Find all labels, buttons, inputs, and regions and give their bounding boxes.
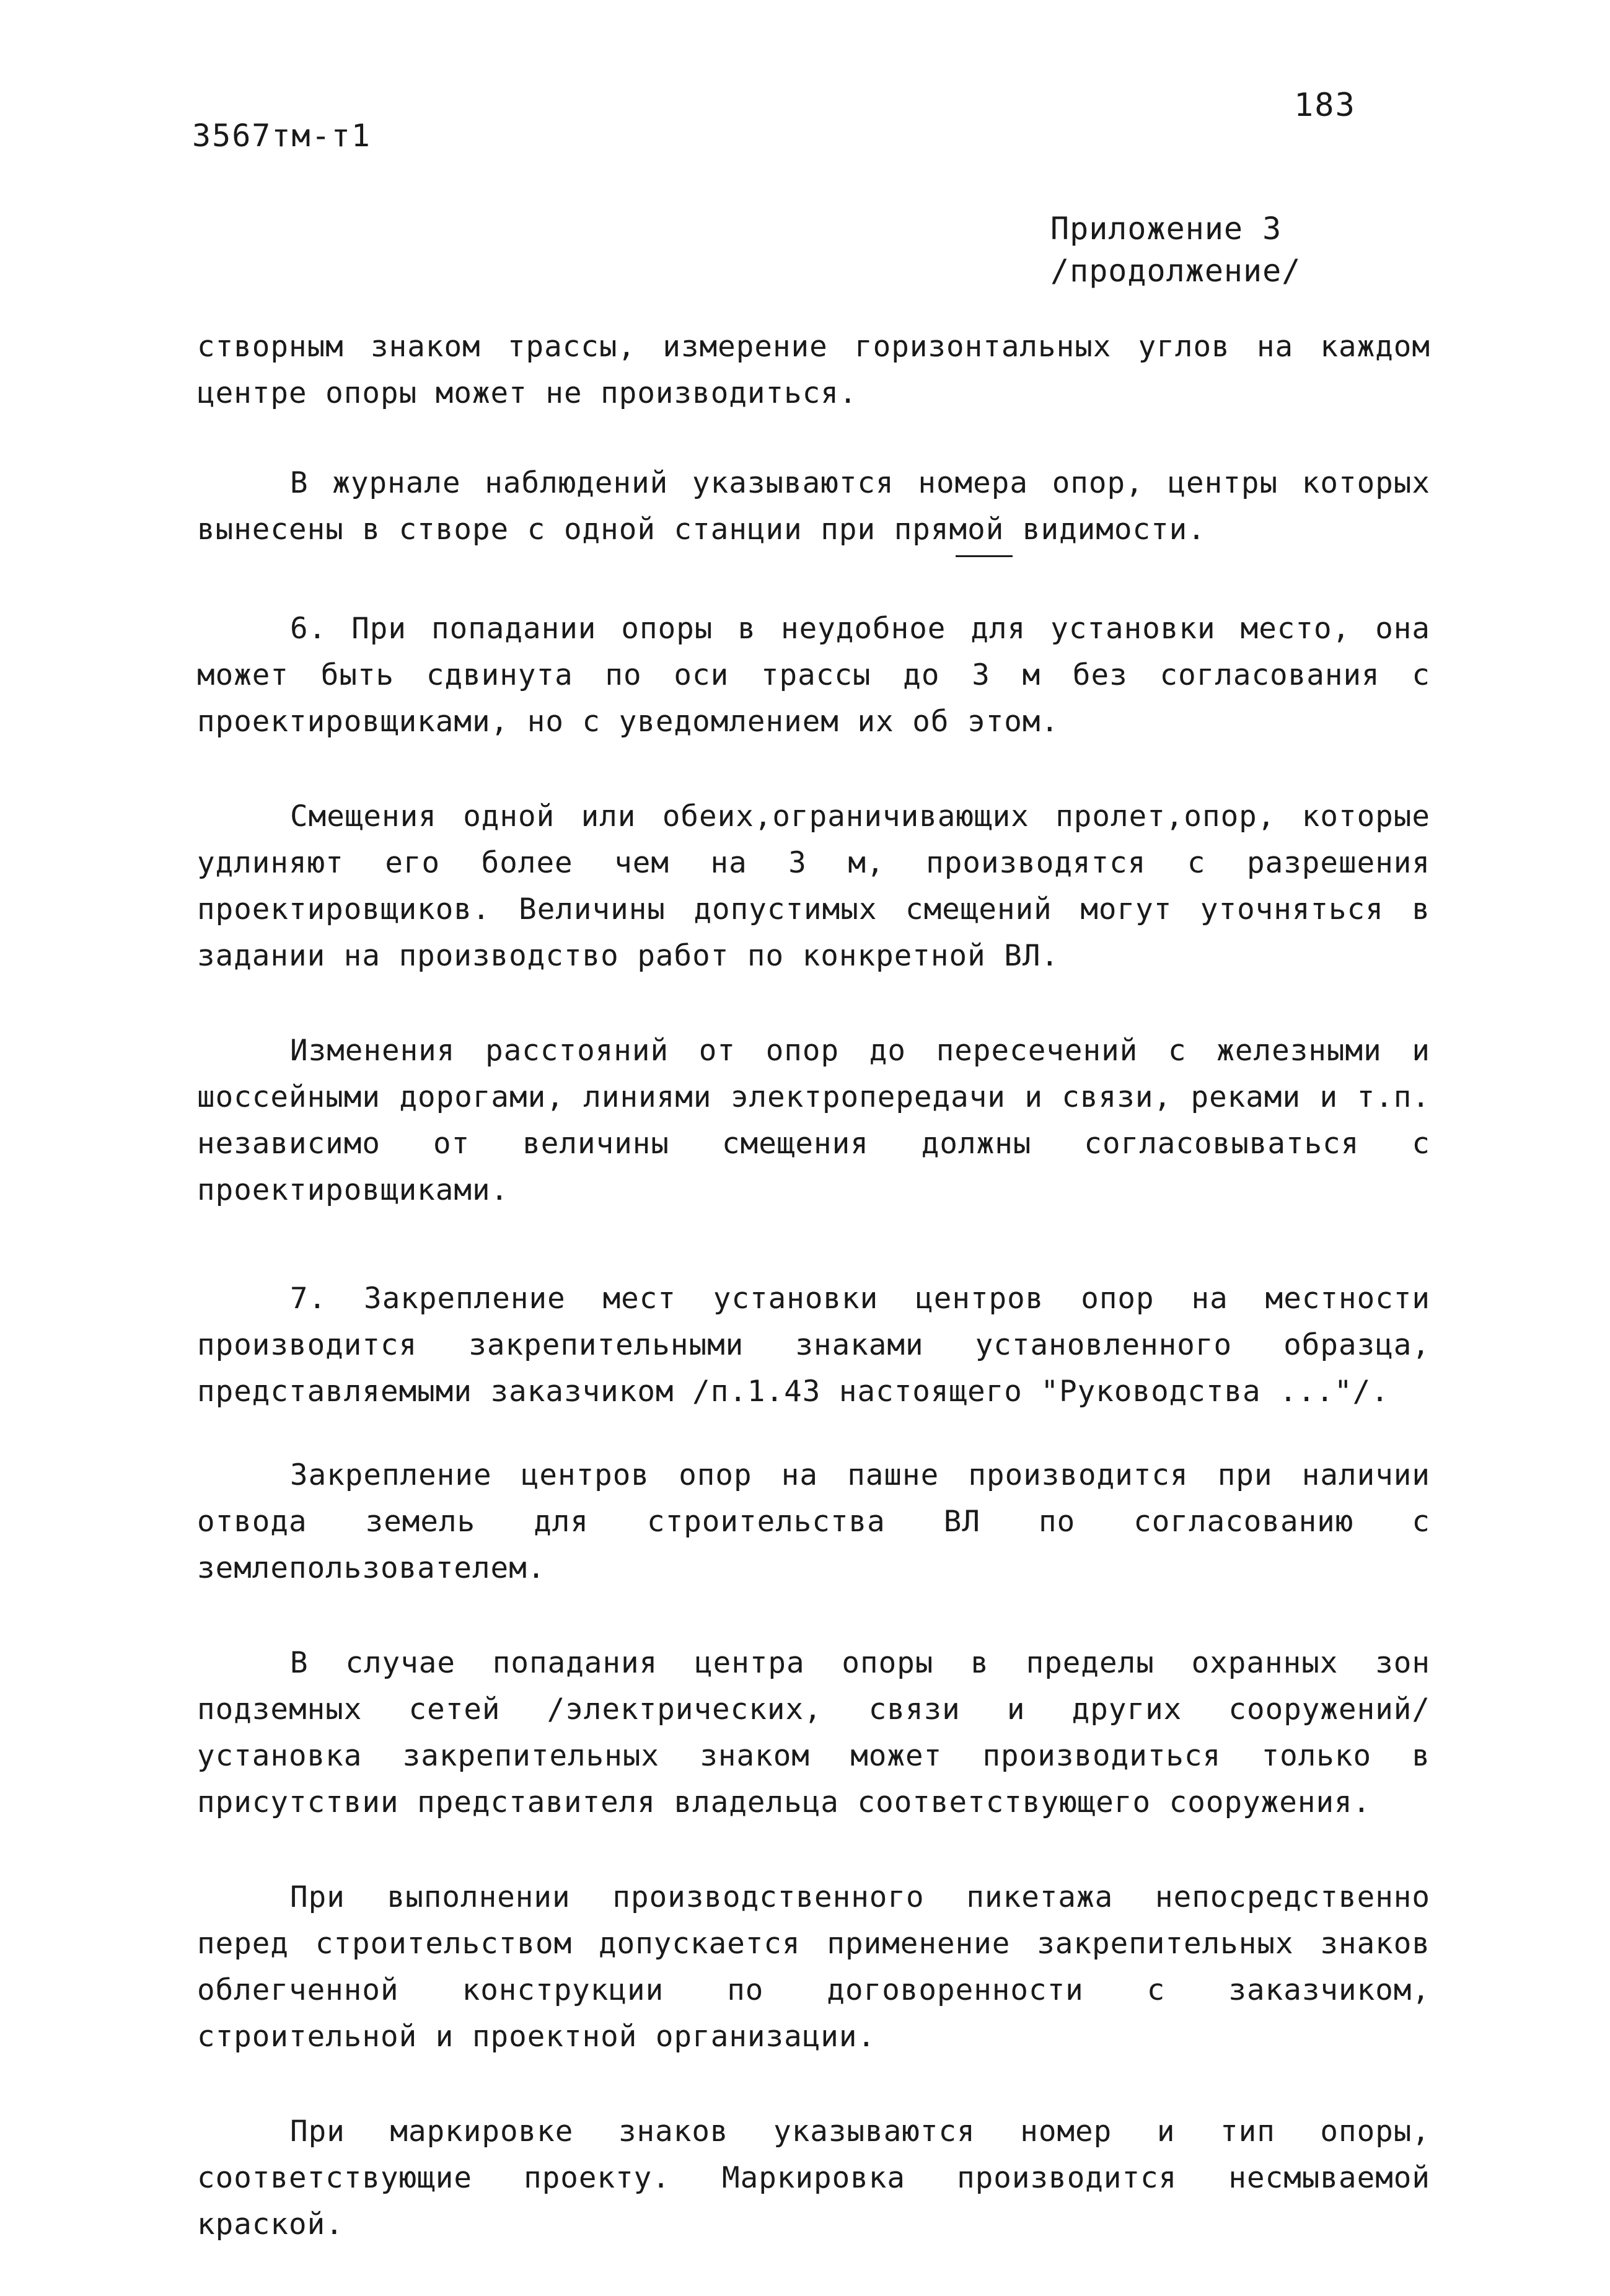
document-code: 3567тм-т1 (192, 118, 371, 154)
page-number: 183 (1294, 87, 1356, 124)
paragraph: Изменения расстояний от опор до пересечений с железными и шоссейными дорогами, линиями электропередачи и связи, реками и т.п. независимо от величины смещения должны согласовываться с проектировщиками. (197, 1034, 1430, 1207)
appendix-continuation: /продолжение/ (1050, 253, 1301, 289)
paragraph: При маркировке знаков указываются номер и тип опоры, соответствующие проекту. Маркировка производится несмываемой краской. (197, 2114, 1430, 2241)
paragraph: 7. Закрепление мест установки центров опор на местности производится закрепительными знаками установленного образца, представляемыми заказчиком /п.1.43 настоящего "Руководства ..."/. (197, 1282, 1430, 1409)
paragraph: Смещения одной или обеих,ограничивающих пролет,опор, которые удлиняют его более чем на 3 м, производятся с разрешения проектировщиков. Величины допустимых смещений могут уточняться в задании на производство работ по конкретной ВЛ. (197, 799, 1430, 973)
paragraph: створным знаком трассы, измерение горизонтальных углов на каждом центре опоры может не производиться. (197, 330, 1430, 410)
paragraph: В журнале наблюдений указываются номера опор, центры которых вынесены в створе с одной станции при прямой видимости. (197, 466, 1430, 547)
document-body (197, 323, 1430, 2296)
paragraph: При выполнении производственного пикетажа непосредственно перед строительством допускается применение закрепительных знаков облегченной конструкции по договоренности с заказчиком, строительной и проектной организации. (197, 1880, 1430, 2054)
appendix-title: Приложение 3 (1050, 211, 1282, 247)
appendix-heading (1050, 208, 1301, 292)
paragraph: 6. При попадании опоры в неудобное для установки место, она может быть сдвинута по оси трассы до 3 м без согласования с проектировщиками, но с уведомлением их об этом. (197, 612, 1430, 739)
paragraph: В случае попадания центра опоры в пределы охранных зон подземных сетей /электрических, связи и других сооружений/ установка закрепительных знаком может производиться только в присутствии представителя владельца соответствующего сооружения. (197, 1646, 1430, 1819)
paragraph: Закрепление центров опор на пашне производится при наличии отвода земель для строительства ВЛ по согласованию с землепользователем. (197, 1458, 1430, 1585)
